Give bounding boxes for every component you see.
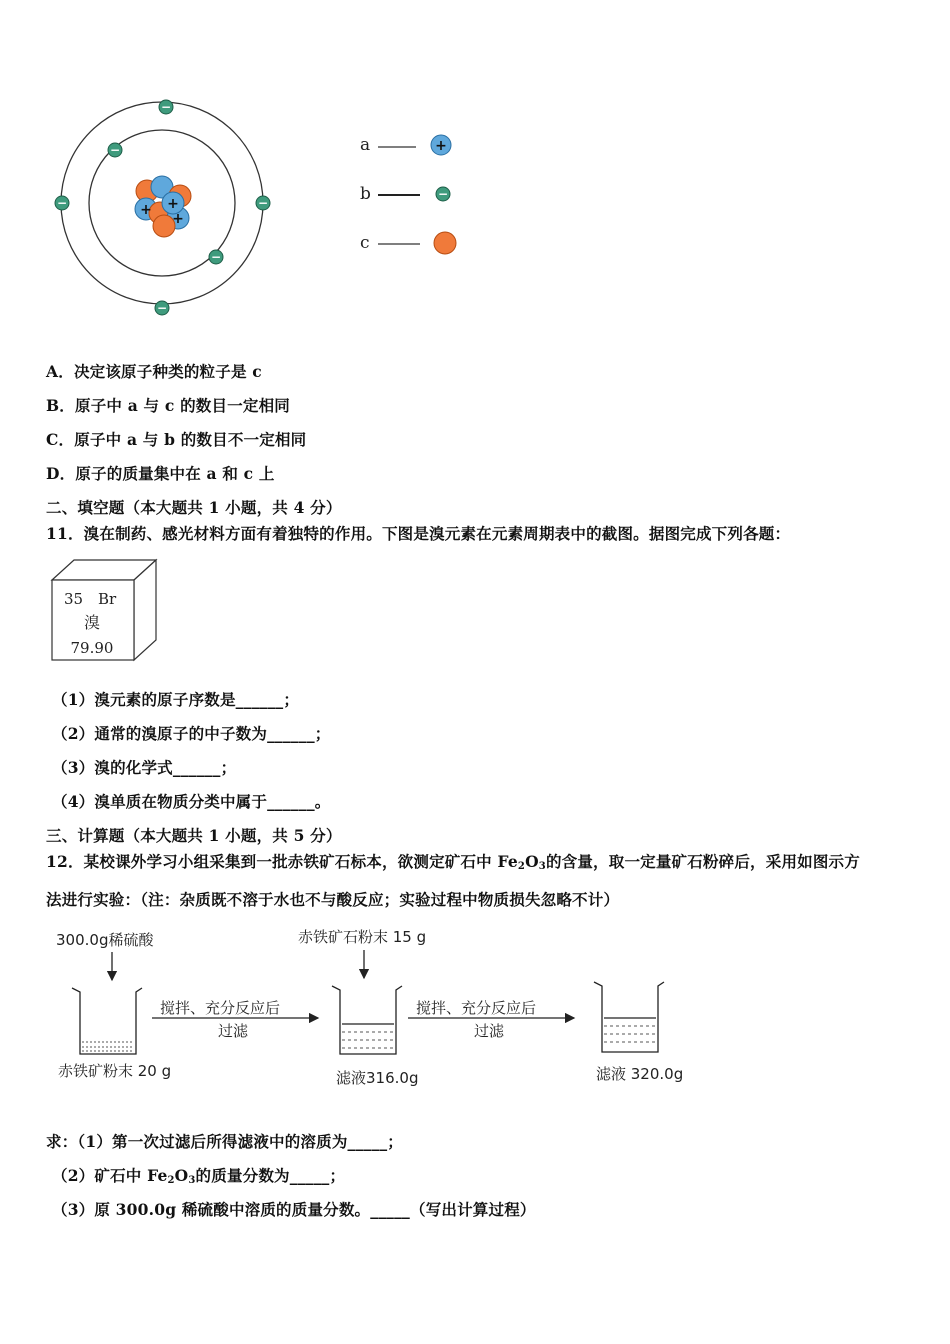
experiment-diagram [50, 920, 700, 1095]
ask-1: 求：（1）第一次过滤后所得滤液中的溶质为_____； [46, 1132, 403, 1151]
step1-line1: 搅拌、充分反应后 [160, 999, 281, 1017]
sub-question-3: （3）溴的化学式______； [52, 758, 237, 777]
atom-diagram [40, 90, 300, 330]
ore-bottom-label: 赤铁矿粉末 20 g [58, 1062, 172, 1080]
svg-text:+: + [140, 202, 152, 218]
element-tile [50, 558, 160, 666]
step2-line1: 搅拌、充分反应后 [416, 999, 537, 1017]
element-mass: 79.90 [70, 639, 114, 657]
legend-c-label: c [360, 233, 370, 253]
option-d: D．原子的质量集中在 a 和 c 上 [46, 464, 275, 483]
element-name: 溴 [83, 613, 101, 632]
filtrate2-label: 滤液 320.0g [596, 1065, 684, 1083]
sub-question-1: （1）溴元素的原子序数是______； [52, 690, 300, 709]
atom-legend [350, 125, 470, 265]
svg-text:−: − [210, 250, 222, 264]
svg-text:−: − [156, 301, 168, 315]
option-c: C．原子中 a 与 b 的数目不一定相同 [46, 430, 307, 449]
question-11: 11．溴在制药、感光材料方面有着独特的作用。下图是溴元素在元素周期表中的截图。据图完成下列各题： [46, 524, 791, 543]
section3-heading: 三、计算题（本大题共 1 小题，共 5 分） [46, 826, 342, 845]
acid-label: 300.0g稀硫酸 [56, 931, 154, 949]
ore-top-label: 赤铁矿石粉末 15 g [298, 928, 427, 946]
legend-a-label: a [360, 135, 371, 155]
question-12-line2: 法进行实验：（注：杂质既不溶于水也不与酸反应；实验过程中物质损失忽略不计） [46, 890, 620, 909]
proton-sign: + [435, 138, 447, 154]
question-12-line1: 12．某校课外学习小组采集到一批赤铁矿石标本，欲测定矿石中 $Fe_2O_3$的含量，取一定量矿石粉碎后，采用如图示方 [46, 852, 860, 872]
ask-3: （3）原 300.0g 稀硫酸中溶质的质量分数。_____（写出计算过程） [52, 1200, 536, 1219]
legend-b-label: b [360, 184, 371, 204]
svg-text:−: − [109, 143, 121, 157]
svg-text:+: + [172, 211, 184, 227]
filtrate1-label: 滤液316.0g [336, 1069, 419, 1087]
option-b: B．原子中 a 与 c 的数目一定相同 [46, 396, 290, 415]
sub-question-2: （2）通常的溴原子的中子数为______； [52, 724, 331, 743]
step1-line2: 过滤 [218, 1022, 249, 1040]
sub-question-4: （4）溴单质在物质分类中属于______。 [52, 792, 331, 811]
ask-2: （2）矿石中 $Fe_2O_3$的质量分数为_____； [52, 1166, 346, 1186]
beaker-1 [72, 988, 142, 1054]
neutron-icon [434, 232, 456, 254]
element-number: 35 [64, 590, 84, 608]
nucleus [135, 176, 191, 237]
svg-text:−: − [56, 196, 68, 210]
section2-heading: 二、填空题（本大题共 1 小题，共 4 分） [46, 498, 342, 517]
svg-text:−: − [160, 100, 172, 114]
svg-text:−: − [257, 196, 269, 210]
step2-line2: 过滤 [474, 1022, 505, 1040]
option-a: A．决定该原子种类的粒子是 c [46, 362, 262, 381]
element-symbol: Br [98, 590, 117, 608]
svg-text:+: + [167, 196, 179, 212]
electron-sign: − [437, 187, 449, 201]
beaker-2 [332, 986, 402, 1054]
